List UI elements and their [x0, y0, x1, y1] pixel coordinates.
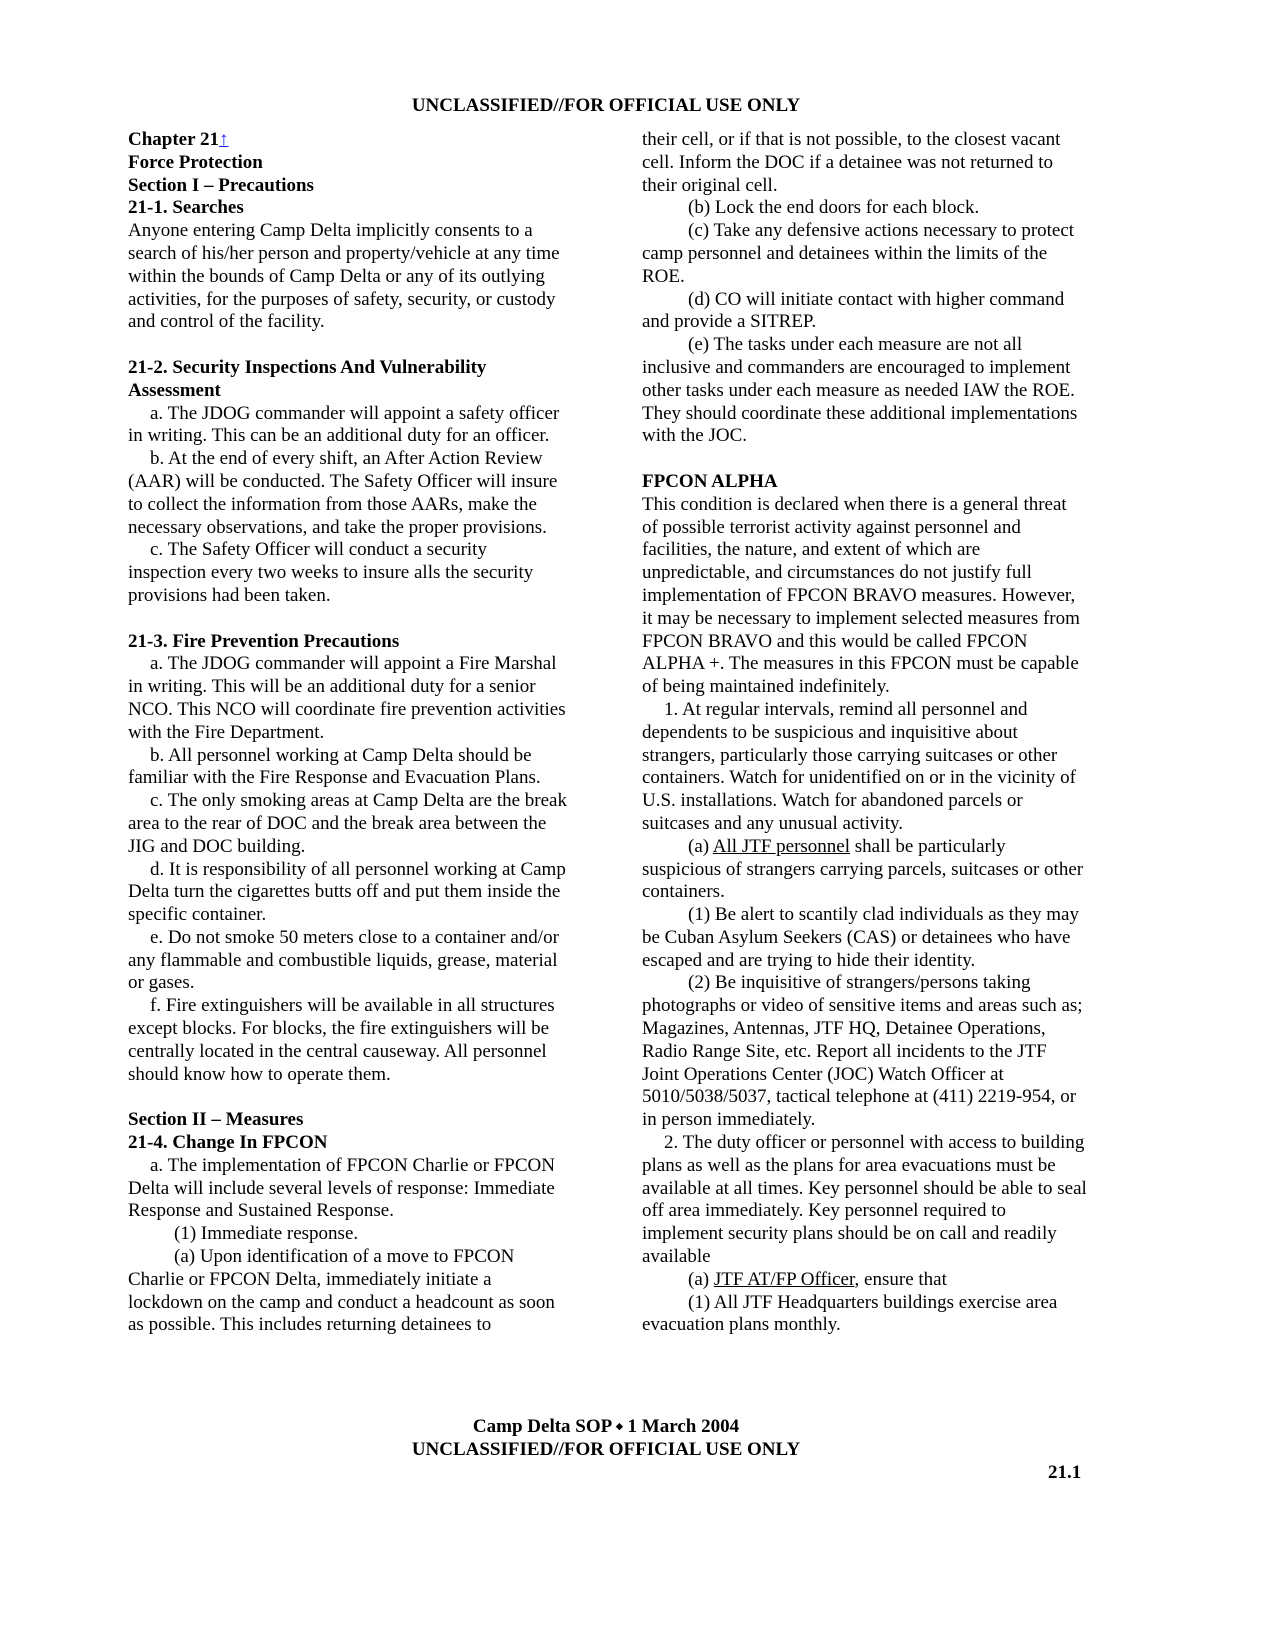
paragraph-21-1: Anyone entering Camp Delta implicitly consents to a search of his/her person and property/vehicle at any time within the bounds of Camp Delta or any of its outlying activities, for the purposes of safety, security, or custody and control of the facility.: [128, 220, 560, 333]
subsection-heading-21-1: 21-1. Searches: [128, 197, 244, 219]
paragraph-alpha-1-a-2: (2) Be inquisitive of strangers/persons taking photographs or video of sensitive items and areas such as; Magazines, Antennas, JTF HQ, Detainee Operations, Radio Range Site, etc. Report all incidents to the JTF Joint Operations Center (JOC) Watch Officer at 5010/5038/5037, tactical telephone at (411) 2219-954, or in person immediately.: [642, 972, 1083, 1131]
paragraph-21-4-1: (1) Immediate response.: [174, 1223, 359, 1245]
paragraph-21-3-b: b. All personnel working at Camp Delta should be familiar with the Fire Response and Evacuation Plans.: [128, 744, 541, 789]
label-a: (a): [688, 835, 713, 857]
footer-classification: UNCLASSIFIED//FOR OFFICIAL USE ONLY: [411, 1438, 801, 1460]
paragraph-alpha-1: 1. At regular intervals, remind all personnel and dependents to be suspicious and inquisitive about strangers, particularly those carrying suitcases or other containers. Watch for unidentified on or in the vicinity of U.S. installations. Watch for abandoned parcels or suitcases and any unusual activity.: [642, 698, 1076, 834]
header-classification: UNCLASSIFIED//FOR OFFICIAL USE ONLY: [411, 95, 801, 116]
paragraph-21-4-a: a. The implementation of FPCON Charlie or FPCON Delta will include several levels of response: Immediate Response and Sustained Response.: [128, 1154, 555, 1222]
section-heading-1: Section I – Precautions: [128, 174, 314, 196]
paragraph-21-3-c: c. The only smoking areas at Camp Delta are the break area to the rear of DOC and the break area between the JIG and DOC building.: [128, 790, 567, 857]
paragraph-alpha-1-a: [642, 836, 1087, 904]
right-column: [642, 129, 1087, 1337]
paragraph-d-sitrep: (d) CO will initiate contact with higher command and provide a SITREP.: [642, 288, 1065, 333]
paragraph-21-3-a: a. The JDOG commander will appoint a Fire Marshal in writing. This will be an additional duty for a senior NCO. This NCO will coordinate fire prevention activities with the Fire Department.: [128, 653, 566, 743]
up-arrow-link-icon[interactable]: ↑: [218, 129, 229, 150]
paragraph-21-3-d: d. It is responsibility of all personnel working at Camp Delta turn the cigarettes butts off and put them inside the specific container.: [128, 858, 566, 926]
footer: [0, 1416, 1212, 1462]
fpcon-alpha-paragraph: This condition is declared when there is a general threat of possible terrorist activity against personnel and facilities, the nature, and extent of which are unpredictable, and circumstances do not justify full implementation of FPCON BRAVO measures. However, it may be necessary to implement selected measures from FPCON BRAVO and this would be called FPCON ALPHA +. The measures in this FPCON must be capable of being maintained indefinitely.: [642, 493, 1080, 698]
paragraph-e-tasks: (e) The tasks under each measure are not all inclusive and commanders are encouraged to implement other tasks under each measure as needed IAW the ROE. They should coordinate these additional implementations with the JOC.: [642, 334, 1078, 447]
paragraph-21-2-a: a. The JDOG commander will appoint a safety officer in writing. This can be an additional duty for an officer.: [128, 402, 560, 447]
text-after: , ensure that: [854, 1268, 947, 1290]
paragraph-21-2-b: b. At the end of every shift, an After Action Review (AAR) will be conducted. The Safety Officer will insure to collect the information from those AARs, make the necessary observations, and take the proper provisions.: [128, 448, 558, 538]
chapter-title: Force Protection: [128, 151, 263, 173]
paragraph-21-4-1-a: (a) Upon identification of a move to FPCON Charlie or FPCON Delta, immediately initiate a lockdown on the camp and conduct a headcount as soon as possible. This includes returning detainees to: [128, 1246, 555, 1336]
text-after: shall be particularly suspicious of strangers carrying parcels, suitcases or other containers.: [642, 835, 1084, 903]
footer-sop-date: Camp Delta SOP ⬩ 1 March 2004: [472, 1416, 740, 1437]
underlined-jtf-personnel: All JTF personnel: [712, 835, 851, 857]
section-heading-2: Section II – Measures: [128, 1109, 304, 1131]
paragraph-b-lock-doors: (b) Lock the end doors for each block.: [688, 197, 980, 219]
fpcon-alpha-heading: FPCON ALPHA: [642, 470, 778, 492]
paragraph-alpha-2-a-1: (1) All JTF Headquarters buildings exercise area evacuation plans monthly.: [642, 1291, 1058, 1336]
paragraph-21-3-f: f. Fire extinguishers will be available in all structures except blocks. For blocks, the fire extinguishers will be centrally located in the central causeway. All personnel should know how to operate them.: [128, 995, 555, 1085]
paragraph-alpha-2: 2. The duty officer or personnel with access to building plans as well as the plans for area evacuations must be available at all times. Key personnel should be able to seal off area immediately. Key personnel required to implement security plans should be on call and readily available: [642, 1132, 1087, 1268]
underlined-at-fp-officer: JTF AT/FP Officer: [713, 1268, 855, 1290]
chapter-number: Chapter 21: [128, 129, 219, 150]
subsection-heading-21-4: 21-4. Change In FPCON: [128, 1132, 328, 1154]
paragraph-alpha-1-a-1: (1) Be alert to scantily clad individuals as they may be Cuban Asylum Seekers (CAS) or detainees who have escaped and are trying to hide their identity.: [642, 904, 1079, 971]
label-a: (a): [688, 1268, 714, 1290]
paragraph-alpha-2-a: [642, 1269, 1087, 1292]
paragraph-21-3-e: e. Do not smoke 50 meters close to a container and/or any flammable and combustible liquids, grease, material or gases.: [128, 926, 559, 994]
paragraph-c-defensive-actions: (c) Take any defensive actions necessary to protect camp personnel and detainees within the limits of the ROE.: [642, 220, 1075, 287]
subsection-heading-21-2: 21-2. Security Inspections And Vulnerability Assessment: [128, 356, 487, 401]
chapter-heading: [128, 129, 568, 152]
page-number: 21.1: [1048, 1462, 1082, 1483]
paragraph-21-2-c: c. The Safety Officer will conduct a security inspection every two weeks to insure alls the security provisions had been taken.: [128, 539, 534, 606]
subsection-heading-21-3: 21-3. Fire Prevention Precautions: [128, 630, 400, 652]
paragraph-continued: their cell, or if that is not possible, to the closest vacant cell. Inform the DOC if a detainee was not returned to their original cell.: [642, 129, 1061, 196]
left-column: [128, 129, 568, 1337]
